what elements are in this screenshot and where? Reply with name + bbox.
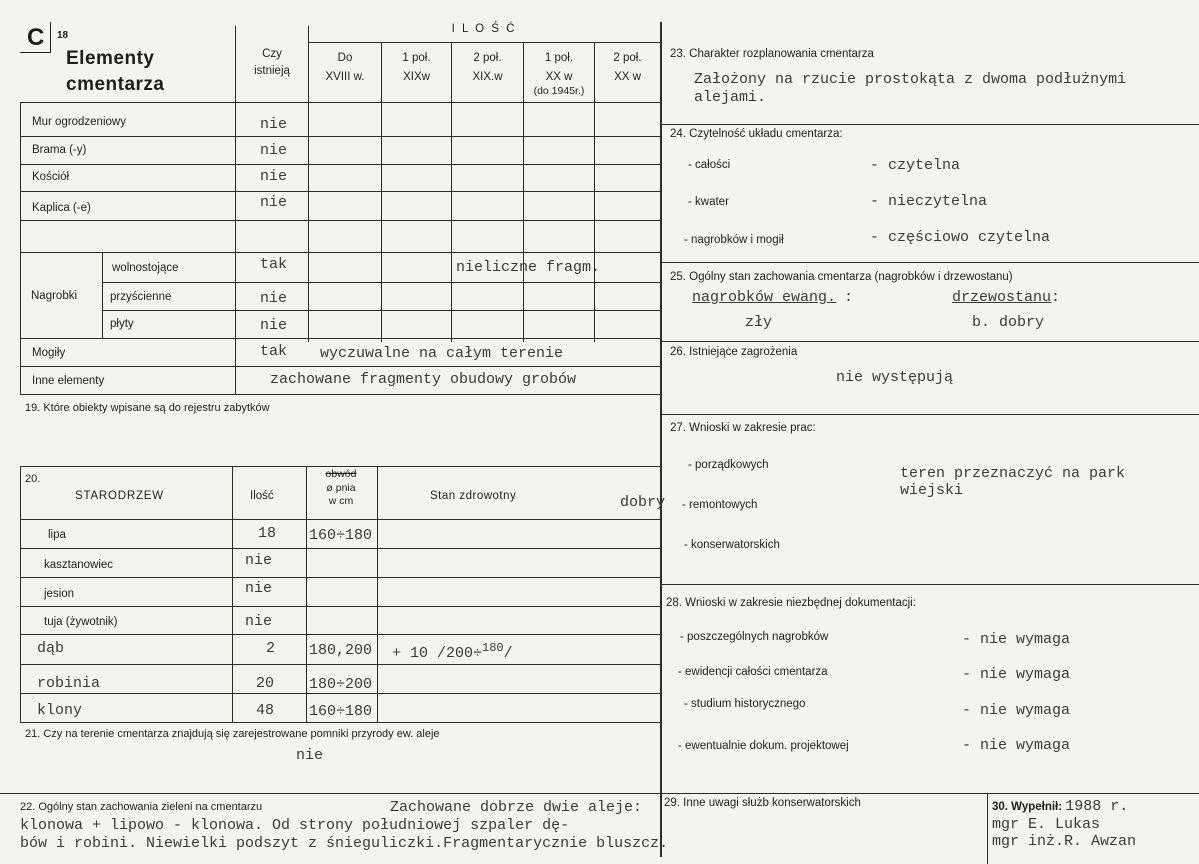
q24-label: 24. Czytelność układu cmentarza: <box>670 128 843 140</box>
row-value-church: nie <box>260 168 288 185</box>
q25-label-tombs: nagrobków ewang. : <box>692 289 854 306</box>
q28-value-tombs: - nie wymaga <box>962 631 1071 648</box>
tree-name-lipa: lipa <box>48 529 66 541</box>
q27-answer-line1: teren przeznaczyć na park <box>900 465 1126 482</box>
tree-qty-kasztanowiec: nie <box>245 552 273 569</box>
q24-item-graves: - nagrobków i mogił <box>684 234 784 246</box>
nagrobki-wall-value: nie <box>260 290 288 307</box>
q26-label: 26. Istniejące zagrożenia <box>670 346 798 358</box>
q24-item-whole: - całości <box>688 159 731 171</box>
row-label-chapel: Kaplica (-e) <box>32 202 91 214</box>
q28-item-records: - ewidencji całości cmentarza <box>678 666 828 678</box>
row-label-gate: Brama (-y) <box>32 144 87 156</box>
q28-value-history: - nie wymaga <box>962 702 1071 719</box>
tree-diam-robinia: 180÷200 <box>309 676 373 693</box>
card-code: C <box>27 24 45 51</box>
other-elements-note: zachowane fragmenty obudowy grobów <box>270 371 577 388</box>
nagrobki-slabs-value: nie <box>260 317 288 334</box>
tree-name-robinia: robinia <box>37 675 101 692</box>
row-value-chapel: nie <box>260 194 288 211</box>
tree-header-state: Stan zdrowotny <box>430 490 517 502</box>
q25-value-tombs: zły <box>745 314 773 331</box>
tree-name-klony: klony <box>37 702 83 719</box>
q25-label: 25. Ogólny stan zachowania cmentarza (nagrobków i drzewostanu) <box>670 271 1013 283</box>
q27-answer-line2: wiejski <box>900 482 964 499</box>
tree-diam-dab: 180,200 <box>309 642 373 659</box>
graves-label: Mogiły <box>32 347 66 359</box>
row-value-gate: nie <box>260 142 288 159</box>
nagrobki-label: Nagrobki <box>31 290 78 302</box>
row-label-wall: Mur ogrodzeniowy <box>32 116 126 128</box>
nagrobki-wall-label: przyścienne <box>110 291 172 303</box>
q24-value-whole: - czytelna <box>870 157 961 174</box>
q25-value-trees: b. dobry <box>972 314 1045 331</box>
q23-label: 23. Charakter rozplanowania cmentarza <box>670 48 874 60</box>
period-header-2: 1 poł. XIXw <box>402 52 431 84</box>
graves-value: tak <box>260 343 288 360</box>
exists-header: Czy istnieją <box>254 48 290 78</box>
q22-text-line3: bów i robini. Niewielki podszyt z śnieguliczki.Fragmentarycznie bluszcz. <box>20 835 669 852</box>
q23-answer-line2: alejami. <box>694 89 767 106</box>
tree-name-tuja: tuja (żywotnik) <box>44 616 118 628</box>
tree-header-qty: Ilość <box>250 490 274 502</box>
tree-qty-tuja: nie <box>245 613 273 630</box>
card-number: 18 <box>57 30 69 41</box>
tree-qty-dab: 2 <box>266 640 276 657</box>
q27-item-repair: - remontowych <box>682 499 758 511</box>
q21-answer: nie <box>296 747 324 764</box>
section-title-line1: Elementy <box>66 48 155 69</box>
nagrobki-freestanding-note: nieliczne fragm. <box>456 259 601 276</box>
tree-name-kasztanowiec: kasztanowiec <box>44 559 114 571</box>
tree-name-dab: dąb <box>37 640 65 657</box>
q28-item-tombs: - poszczególnych nagrobków <box>680 631 829 643</box>
row-label-church: Kościół <box>32 171 70 183</box>
other-elements-label: Inne elementy <box>32 375 105 387</box>
period-header-5: 2 poł. XX w <box>613 52 642 84</box>
section-title-line2: cmentarza <box>66 74 165 95</box>
q27-item-cleanup: - porządkowych <box>688 459 769 471</box>
q22-label: 22. Ogólny stan zachowania zieleni na cmentarzu <box>20 801 263 813</box>
q30-label: 30. Wypełnił: 1988 r. <box>992 798 1129 815</box>
q28-item-project: - ewentualnie dokum. projektowej <box>678 740 849 752</box>
quantity-header: I L O Ś Ć <box>451 23 517 35</box>
tree-header-name: STARODRZEW <box>75 490 164 502</box>
q19-label: 19. Które obiekty wpisane są do rejestru zabytków <box>25 402 270 414</box>
q25-label-trees: drzewostanu: <box>952 289 1061 306</box>
tree-qty-klony: 48 <box>256 702 275 719</box>
q28-value-records: - nie wymaga <box>962 666 1071 683</box>
tree-state-value: dobry <box>620 494 666 511</box>
q27-label: 27. Wnioski w zakresie prac: <box>670 422 816 434</box>
nagrobki-freestanding-label: wolnostojące <box>112 262 179 274</box>
q28-label: 28. Wnioski w zakresie niezbędnej dokumentacji: <box>666 597 916 609</box>
q27-item-conservation: - konserwatorskich <box>684 539 780 551</box>
graves-note: wyczuwalne na całym terenie <box>320 345 564 362</box>
nagrobki-slabs-label: płyty <box>110 318 134 330</box>
period-header-1: Do XVIII w. <box>325 52 365 84</box>
q24-item-quarters: - kwater <box>688 196 729 208</box>
tree-header-diameter: obwód ø pnia w cm <box>325 468 357 508</box>
tree-qty-lipa: 18 <box>258 525 277 542</box>
q30-name-line1: mgr E. Lukas <box>992 816 1101 833</box>
q21-label: 21. Czy na terenie cmentarza znajdują się zarejestrowane pomniki przyrody ew. aleje <box>25 728 440 740</box>
tree-qty-robinia: 20 <box>256 675 275 692</box>
tree-diam-lipa: 160÷180 <box>309 527 373 544</box>
q24-value-quarters: - nieczytelna <box>870 193 988 210</box>
q29-label: 29. Inne uwagi służb konserwatorskich <box>664 797 861 809</box>
period-header-4: 1 poł. XX w (do 1945r.) <box>533 52 585 98</box>
q23-answer-line1: Założony na rzucie prostokąta z dwoma podłużnymi <box>694 71 1127 88</box>
q28-value-project: - nie wymaga <box>962 737 1071 754</box>
q22-text-line1: Zachowane dobrze dwie aleje: <box>390 799 643 816</box>
tree-extra-dab: + 10 /200÷$^{180}$/ <box>392 641 513 662</box>
tree-qty-jesion: nie <box>245 580 273 597</box>
row-value-wall: nie <box>260 116 288 133</box>
period-header-3: 2 poł. XIX.w <box>472 52 503 84</box>
q20-number: 20. <box>25 473 41 485</box>
nagrobki-freestanding-value: tak <box>260 256 288 273</box>
tree-diam-klony: 160÷180 <box>309 703 373 720</box>
q30-name-line2: mgr inż.R. Awzan <box>992 833 1137 850</box>
q26-answer: nie występują <box>836 369 954 386</box>
q28-item-history: - studium historycznego <box>684 698 806 710</box>
q24-value-graves: - częściowo czytelna <box>870 229 1051 246</box>
q22-text-line2: klonowa + lipowo - klonowa. Od strony południowej szpaler dę- <box>20 817 570 834</box>
tree-name-jesion: jesion <box>44 588 75 600</box>
